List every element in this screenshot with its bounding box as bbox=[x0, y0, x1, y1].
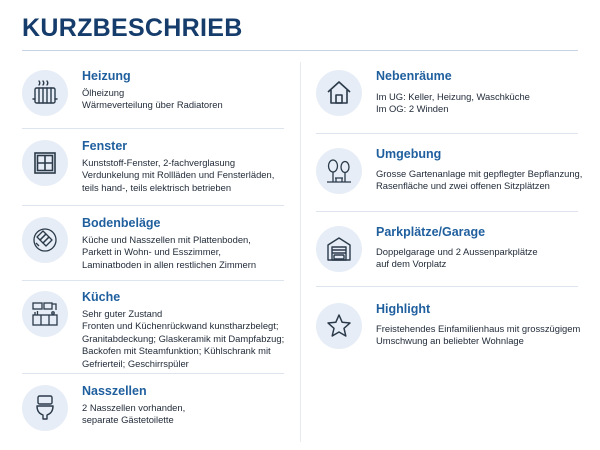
radiator-icon bbox=[22, 70, 68, 116]
section-divider bbox=[22, 128, 284, 129]
section-title: Bodenbeläge bbox=[82, 216, 161, 230]
page-title: KURZBESCHRIEB bbox=[22, 14, 243, 42]
section-title: Küche bbox=[82, 290, 121, 304]
description-line: Im OG: 2 Winden bbox=[376, 103, 449, 115]
description-line: Im UG: Keller, Heizung, Waschküche bbox=[376, 91, 530, 102]
parquet-floor-icon bbox=[22, 217, 68, 263]
star-icon bbox=[316, 303, 362, 349]
section-title: Nasszellen bbox=[82, 384, 147, 398]
column-divider bbox=[300, 62, 301, 442]
description-line: Fronten und Küchenrückwand kunstharzbelegt; bbox=[82, 320, 279, 332]
description-line: separate Gästetoilette bbox=[82, 414, 174, 426]
section-description bbox=[82, 308, 284, 370]
section-divider bbox=[316, 286, 578, 287]
section-title: Parkplätze/Garage bbox=[376, 225, 486, 239]
description-line: auf dem Vorplatz bbox=[376, 258, 447, 270]
title-divider bbox=[22, 50, 578, 51]
toilet-icon bbox=[22, 385, 68, 431]
section-divider bbox=[22, 205, 284, 206]
description-line: Granitabdeckung; Glaskeramik mit Dampfabzug; bbox=[82, 332, 285, 344]
description-line: 2 Nasszellen vorhanden, bbox=[82, 402, 186, 413]
house-icon bbox=[316, 70, 362, 116]
kitchen-icon bbox=[22, 291, 68, 337]
description-line: Sehr guter Zustand bbox=[82, 308, 163, 319]
section-description bbox=[376, 91, 530, 116]
description-line: Grosse Gartenanlage mit gepflegter Bepflanzung, bbox=[376, 168, 583, 179]
section-divider bbox=[316, 211, 578, 212]
description-line: Gefrierteil; Geschirrspüler bbox=[82, 357, 189, 369]
description-line: Backofen mit Steamfunktion; Kühlschrank mit bbox=[82, 345, 271, 357]
section-title: Nebenräume bbox=[376, 69, 452, 83]
garage-icon bbox=[316, 226, 362, 272]
section-description bbox=[376, 323, 580, 348]
description-line: Doppelgarage und 2 Aussenparkplätze bbox=[376, 246, 538, 257]
description-line: Kunststoff-Fenster, 2-fachverglasung bbox=[82, 157, 236, 168]
description-line: Ölheizung bbox=[82, 87, 125, 98]
section-divider bbox=[22, 373, 284, 374]
description-line: Laminatboden in allen restlichen Zimmern bbox=[82, 258, 257, 270]
section-divider bbox=[316, 133, 578, 134]
section-title: Highlight bbox=[376, 302, 431, 316]
description-line: Verdunkelung mit Rollläden und Fensterläden, bbox=[82, 169, 275, 181]
section-title: Umgebung bbox=[376, 147, 442, 161]
section-divider bbox=[22, 280, 284, 281]
trees-bench-icon bbox=[316, 148, 362, 194]
section-title: Heizung bbox=[82, 69, 131, 83]
description-line: Wärmeverteilung über Radiatoren bbox=[82, 99, 223, 111]
section-description bbox=[82, 87, 223, 112]
description-line: Parkett in Wohn- und Esszimmer, bbox=[82, 246, 221, 258]
description-line: Freistehendes Einfamilienhaus mit grosszügigem bbox=[376, 323, 581, 334]
section-description bbox=[376, 246, 538, 271]
description-line: teils hand-, teils elektrisch betrieben bbox=[82, 181, 232, 193]
description-line: Umschwung an beliebter Wohnlage bbox=[376, 335, 524, 347]
section-title: Fenster bbox=[82, 139, 128, 153]
section-description bbox=[376, 168, 582, 193]
description-line: Rasenfläche und zwei offenen Sitzplätzen bbox=[376, 180, 550, 192]
section-description bbox=[82, 234, 256, 271]
section-description bbox=[82, 157, 274, 194]
section-description bbox=[82, 402, 185, 427]
description-line: Küche und Nasszellen mit Plattenboden, bbox=[82, 234, 251, 245]
window-icon bbox=[22, 140, 68, 186]
